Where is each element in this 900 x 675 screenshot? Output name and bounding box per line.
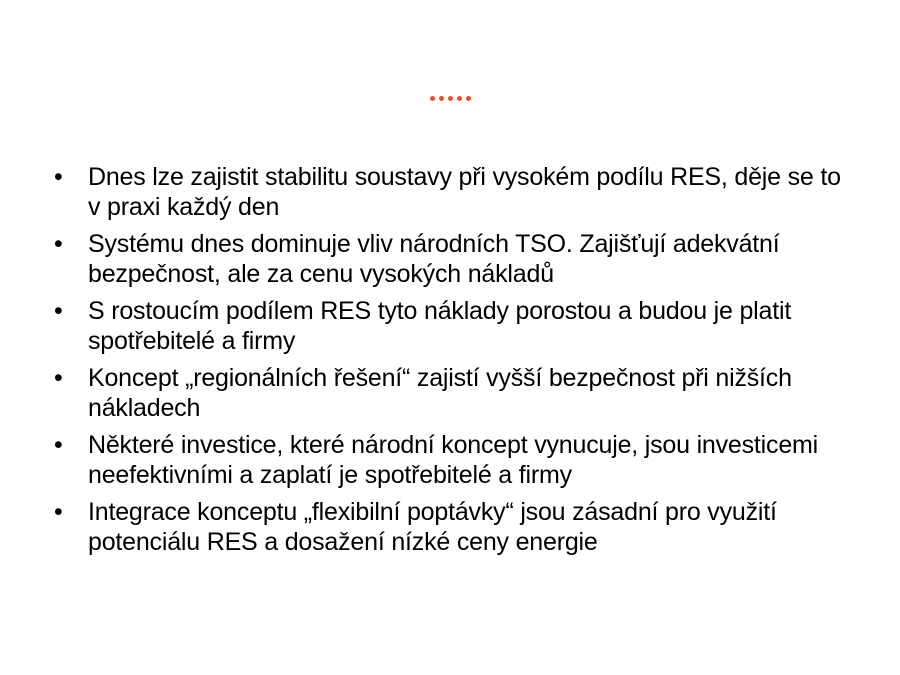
decorative-dot	[448, 96, 453, 101]
bullet-text: Integrace konceptu „flexibilní poptávky“ jsou zásadní pro využití potenciálu RES a dosažení nízké ceny energie	[88, 498, 777, 556]
bullet-marker: •	[54, 163, 63, 191]
decorative-dot	[439, 96, 444, 101]
bullet-text: Některé investice, které národní koncept vynucuje, jsou investicemi neefektivními a zaplatí je spotřebitelé a firmy	[88, 431, 819, 489]
bullet-list	[54, 162, 854, 564]
bullet-marker: •	[54, 364, 63, 392]
decorative-dot	[457, 96, 462, 101]
bullet-text: S rostoucím podílem RES tyto náklady porostou a budou je platit spotřebitelé a firmy	[88, 297, 792, 355]
bullet-text: Dnes lze zajistit stabilitu soustavy při vysokém podílu RES, děje se to v praxi každý den	[88, 163, 841, 221]
decorative-dots	[0, 96, 900, 101]
bullet-marker: •	[54, 431, 63, 459]
bullet-item	[54, 162, 854, 222]
bullet-marker: •	[54, 297, 63, 325]
decorative-dot	[466, 96, 471, 101]
bullet-item	[54, 363, 854, 423]
decorative-dot	[430, 96, 435, 101]
bullet-item	[54, 497, 854, 557]
bullet-marker: •	[54, 498, 63, 526]
bullet-item	[54, 229, 854, 289]
bullet-text: Systému dnes dominuje vliv národních TSO. Zajišťují adekvátní bezpečnost, ale za cenu vysokých nákladů	[88, 230, 780, 288]
bullet-marker: •	[54, 230, 63, 258]
bullet-item	[54, 430, 854, 490]
bullet-item	[54, 296, 854, 356]
bullet-text: Koncept „regionálních řešení“ zajistí vyšší bezpečnost při nižších nákladech	[88, 364, 792, 422]
